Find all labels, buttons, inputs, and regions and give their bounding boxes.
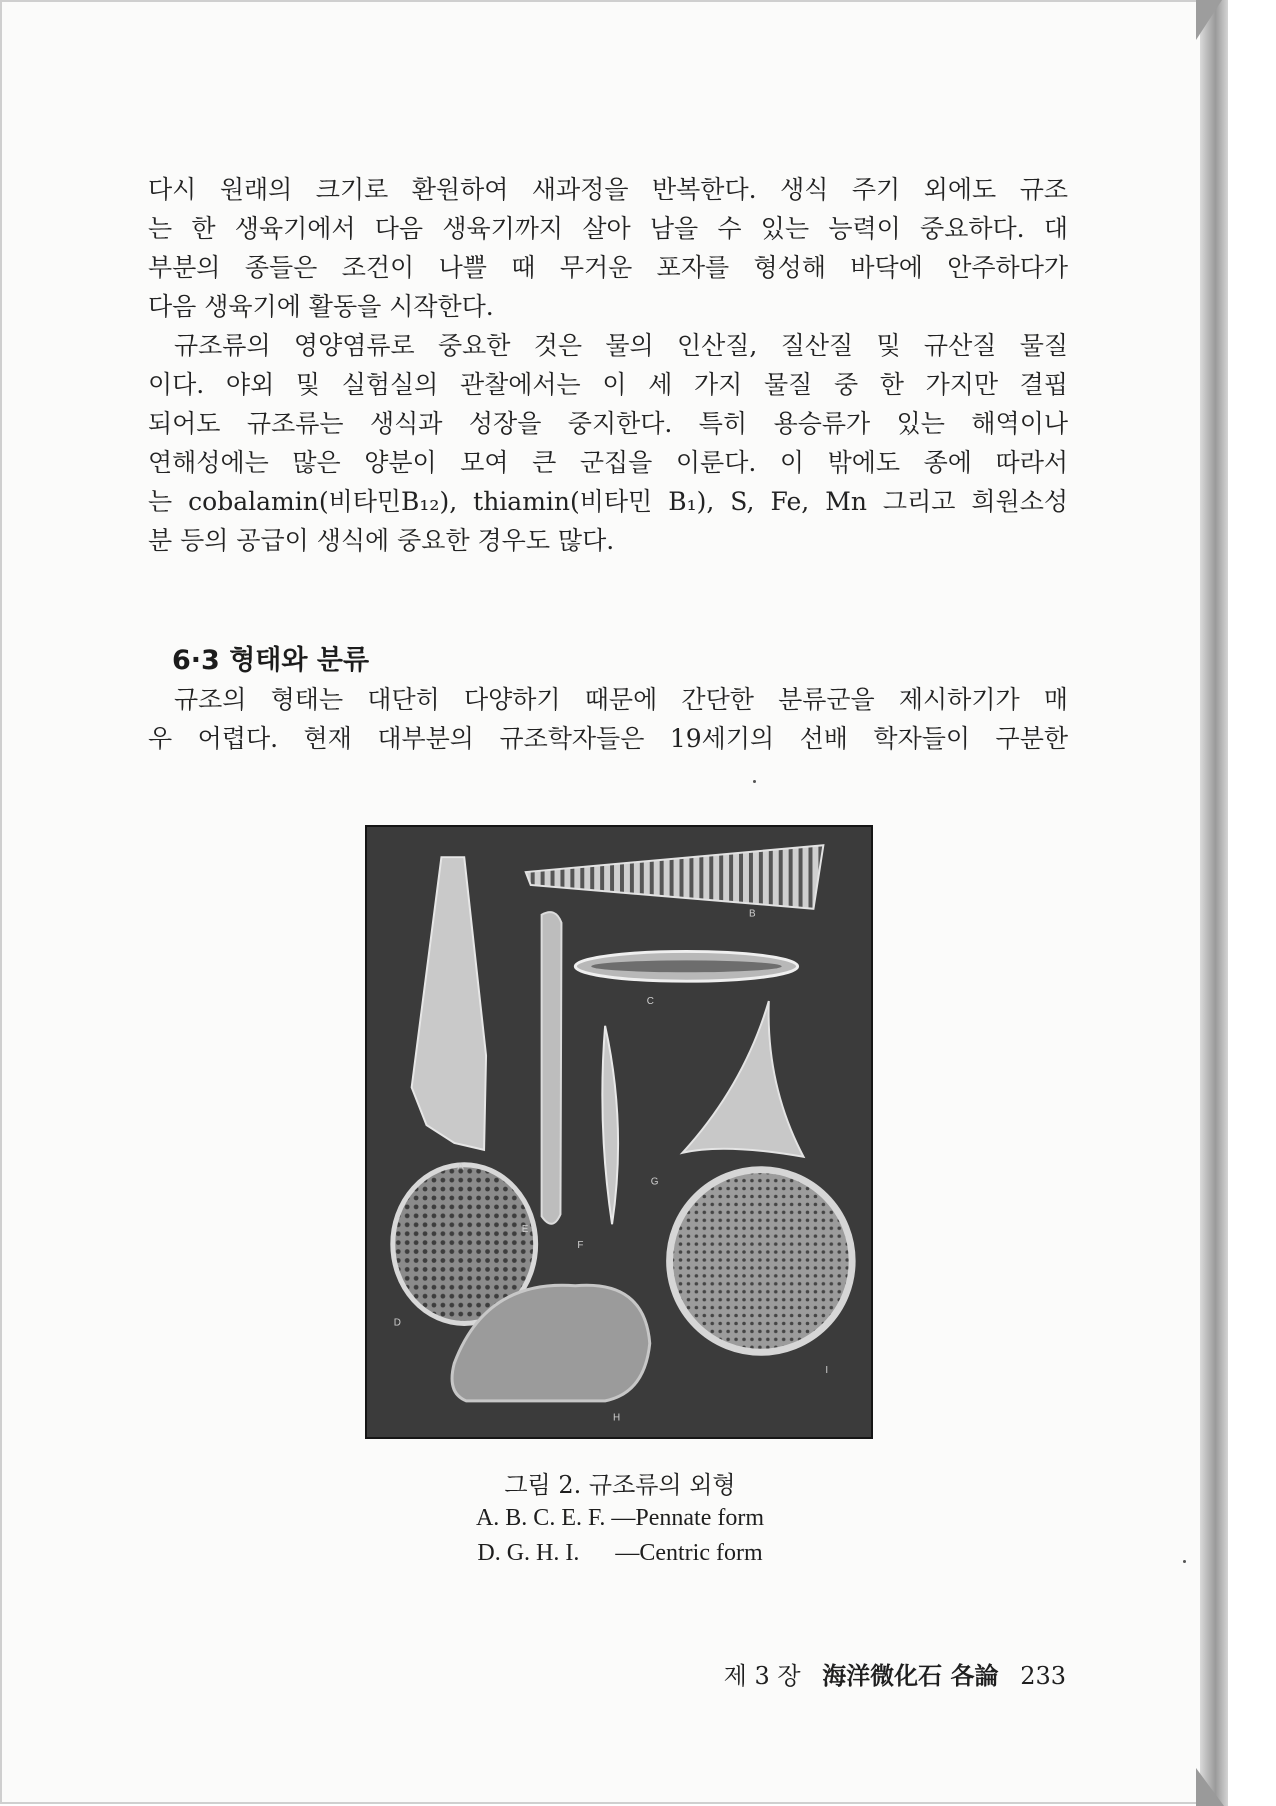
page-number: 233	[1020, 1662, 1066, 1690]
diatom-b	[526, 845, 824, 908]
label-c: C	[646, 996, 654, 1008]
paragraph-line: 다시 원래의 크기로 환원하여 새과정을 반복한다. 생식 주기 외에도 규조	[148, 175, 1068, 204]
diatom-i	[670, 1170, 853, 1353]
footer-title: 海洋微化石 各論	[822, 1661, 999, 1690]
print-speck	[753, 780, 756, 783]
footer-chapter: 제 3 장	[723, 1662, 801, 1690]
label-i: I	[825, 1365, 829, 1377]
paragraph-line: 는 cobalamin(비타민B₁₂), thiamin(비타민 B₁), S, Fe, Mn 그리고 희원소성	[148, 487, 1068, 516]
section-body	[148, 680, 1068, 758]
label-f: F	[577, 1240, 584, 1252]
book-edge-bottom	[1196, 1768, 1224, 1806]
book-edge	[1200, 0, 1228, 1806]
figure-caption-pennate: A. B. C. E. F. —Pennate form	[475, 1505, 765, 1531]
diatom-figure	[365, 825, 873, 1439]
figure-caption-title: 그림 2. 규조류의 외형	[504, 1471, 736, 1499]
diatom-g	[682, 1001, 803, 1157]
paragraph-line: 되어도 규조류는 생식과 성장을 중지한다. 특히 용승류가 있는 해역이나	[148, 409, 1068, 438]
paragraph-line: 규조류의 영양염류로 중요한 것은 물의 인산질, 질산질 및 규산질 물질	[174, 331, 1068, 360]
diatom-e	[542, 912, 562, 1224]
paragraph-line: 규조의 형태는 대단히 다양하기 때문에 간단한 분류군을 제시하기가 매	[174, 685, 1068, 714]
label-e: E	[521, 1224, 529, 1236]
paragraph-line: 연해성에는 많은 양분이 모여 큰 군집을 이룬다. 이 밖에도 종에 따라서	[148, 448, 1068, 477]
label-d: D	[393, 1317, 401, 1329]
label-g: G	[650, 1176, 659, 1188]
paragraph-line: 다음 생육기에 활동을 시작한다.	[148, 292, 494, 321]
paragraph-line: 우 어렵다. 현재 대부분의 규조학자들은 19세기의 선배 학자들이 구분한	[148, 724, 1068, 753]
diatom-illustration	[367, 827, 871, 1437]
paragraph-line: 이다. 야외 및 실험실의 관찰에서는 이 세 가지 물질 중 한 가지만 결핍	[148, 370, 1068, 399]
book-edge-top	[1196, 0, 1222, 40]
print-speck	[1183, 1560, 1186, 1563]
label-a: A	[457, 1161, 464, 1173]
paragraph-line: 부분의 종들은 조건이 나쁠 때 무거운 포자를 형성해 바닥에 안주하다가	[148, 253, 1068, 282]
section-heading: 6·3 형태와 분류	[172, 645, 370, 676]
label-b: B	[748, 908, 756, 920]
label-h: H	[613, 1412, 621, 1424]
paragraph-line: 는 한 생육기에서 다음 생육기까지 살아 남을 수 있는 능력이 중요하다. 대	[148, 214, 1068, 243]
diatom-a	[412, 857, 486, 1150]
figure-caption-centric: D. G. H. I. —Centric form	[477, 1540, 763, 1566]
diatom-f	[602, 1026, 618, 1224]
running-footer	[710, 1656, 1066, 1691]
body-text	[148, 170, 1068, 560]
paragraph-line: 분 등의 공급이 생식에 중요한 경우도 많다.	[148, 526, 615, 555]
